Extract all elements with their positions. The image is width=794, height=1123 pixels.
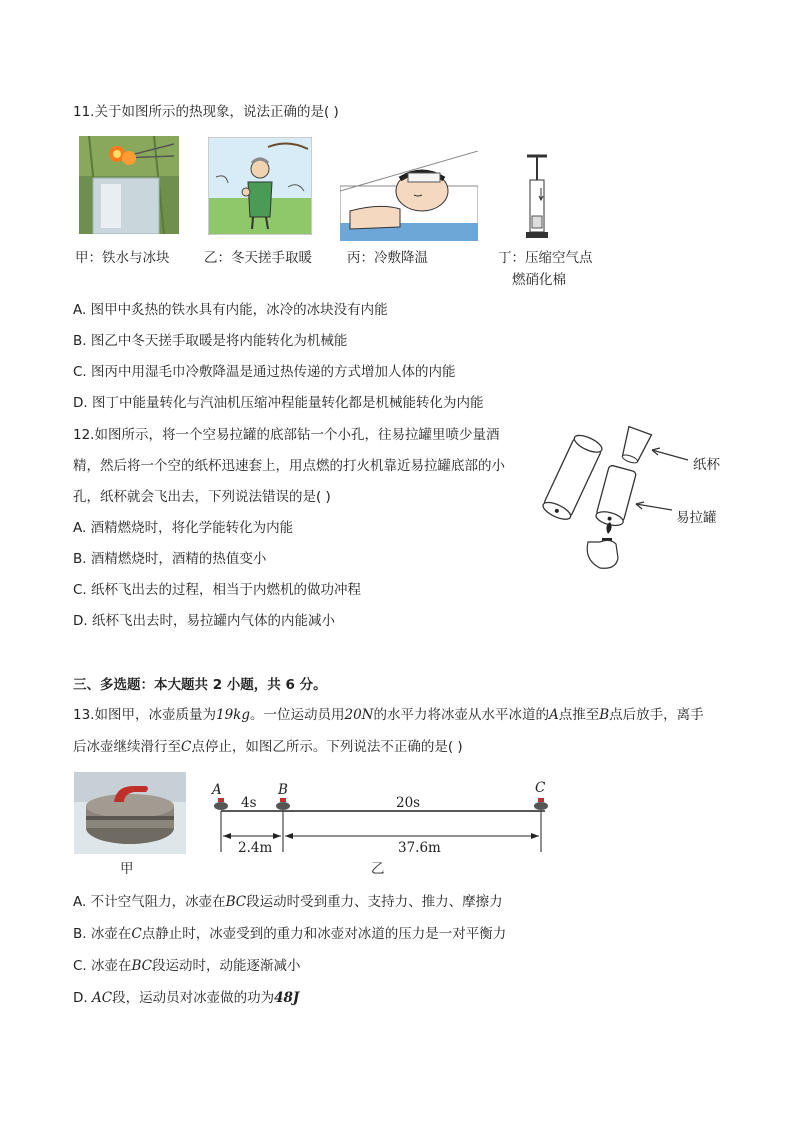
q12-option-a[interactable]: A. 酒精燃烧时，将化学能转化为内能: [73, 520, 294, 536]
label-can: 易拉罐: [676, 510, 717, 526]
label-time-bc: 20s: [396, 795, 421, 811]
q11-stem: 11.关于如图所示的热现象，说法正确的是( ): [73, 104, 339, 120]
label-distance-bc: 37.6m: [398, 840, 441, 856]
fig-label-yi: 乙: [371, 861, 385, 877]
q13-option-b[interactable]: [73, 925, 506, 943]
label-point-a: A: [212, 782, 222, 798]
q13-text: 点推至: [558, 707, 600, 723]
q13-option-c[interactable]: [73, 957, 301, 975]
option-text: 点静止时，冰壶受到的重力和冰壶对冰道的压力是一对平衡力: [141, 926, 507, 942]
label-time-ab: 4s: [241, 795, 257, 811]
point-b: B: [599, 707, 610, 723]
iron-ice-figure: [79, 136, 179, 234]
cold-compress-figure: [340, 151, 478, 241]
mass-value: 19kg: [215, 707, 250, 723]
q13-stem-line-1: [73, 706, 704, 724]
q13-stem-line-2: [73, 738, 463, 756]
point-c: C: [131, 926, 142, 942]
q13-option-a[interactable]: [73, 893, 503, 911]
option-text: A. 不计空气阻力，冰壶在: [73, 894, 226, 910]
force-value: 20N: [344, 707, 374, 723]
q11-option-b[interactable]: B. 图乙中冬天搓手取暖是将内能转化为机械能: [73, 333, 348, 349]
work-value: 48J: [274, 990, 300, 1006]
option-text: C. 冰壶在: [73, 958, 132, 974]
q11-option-c[interactable]: C. 图丙中用湿毛巾冷敷降温是通过热传递的方式增加人体的内能: [73, 364, 456, 380]
air-compression-figure: [520, 150, 554, 242]
q13-option-d[interactable]: [73, 989, 299, 1007]
label-distance-ab: 2.4m: [238, 840, 273, 856]
point-c: C: [181, 739, 192, 755]
can-cup-figure: [540, 420, 690, 575]
q12-option-d[interactable]: D. 纸杯飞出去时，易拉罐内气体的内能减小: [73, 613, 335, 629]
label-point-b: B: [278, 782, 288, 798]
segment-ac: AC: [91, 990, 113, 1006]
q11-option-d[interactable]: D. 图丁中能量转化与汽油机压缩冲程能量转化都是机械能转化为内能: [73, 395, 484, 411]
stone-c: [534, 798, 548, 810]
label-point-c: C: [535, 780, 546, 796]
option-text: 段运动时受到重力、支持力、推力、摩擦力: [246, 894, 503, 910]
stone-b: [276, 798, 290, 810]
q12-stem-line-3: 孔，纸杯就会飞出去，下列说法错误的是( ): [73, 489, 331, 505]
q13-text: 。一位运动员用: [250, 707, 345, 723]
q12-option-c[interactable]: C. 纸杯飞出去的过程，相当于内燃机的做功冲程: [73, 582, 362, 598]
q11-caption-ding-2: 燃硝化棉: [512, 272, 566, 288]
curling-stone-photo: [74, 772, 186, 854]
point-a: A: [549, 707, 559, 723]
segment-bc: BC: [225, 894, 247, 910]
q12-option-b[interactable]: B. 酒精燃烧时，酒精的热值变小: [73, 551, 267, 567]
option-text: 段，运动员对冰壶做的功为: [112, 990, 275, 1006]
segment-bc: BC: [131, 958, 153, 974]
q13-text: 的水平力将冰壶从水平冰道的: [373, 707, 549, 723]
q12-stem-line-1: 12.如图所示，将一个空易拉罐的底部钻一个小孔，往易拉罐里喷少量酒: [73, 427, 500, 443]
q13-text: 点后放手，离手: [609, 707, 704, 723]
q11-caption-ding-1: 丁：压缩空气点: [498, 250, 593, 266]
section-3-title: 三、多选题：本大题共 2 小题，共 6 分。: [73, 677, 327, 693]
q11-caption-yi: 乙：冬天搓手取暖: [204, 250, 312, 266]
q13-text: 点停止，如图乙所示。下列说法不正确的是( ): [191, 739, 463, 755]
q11-caption-bing: 丙：冷敷降温: [347, 250, 428, 266]
q12-stem-line-2: 精，然后将一个空的纸杯迅速套上，用点燃的打火机靠近易拉罐底部的小: [73, 458, 505, 474]
option-text: 段运动时，动能逐渐减小: [152, 958, 301, 974]
fig-label-jia: 甲: [120, 861, 134, 877]
label-cup: 纸杯: [693, 457, 720, 473]
q11-caption-jia: 甲：铁水与冰块: [75, 250, 170, 266]
rubbing-hands-figure: [208, 137, 312, 235]
option-text: B. 冰壶在: [73, 926, 132, 942]
stone-a: [214, 798, 228, 810]
q13-text: 后冰壶继续滑行至: [73, 739, 181, 755]
option-text: D.: [73, 990, 92, 1006]
q13-text: 13.如图甲，冰壶质量为: [73, 707, 216, 723]
q11-option-a[interactable]: A. 图甲中炙热的铁水具有内能，冰冷的冰块没有内能: [73, 302, 388, 318]
